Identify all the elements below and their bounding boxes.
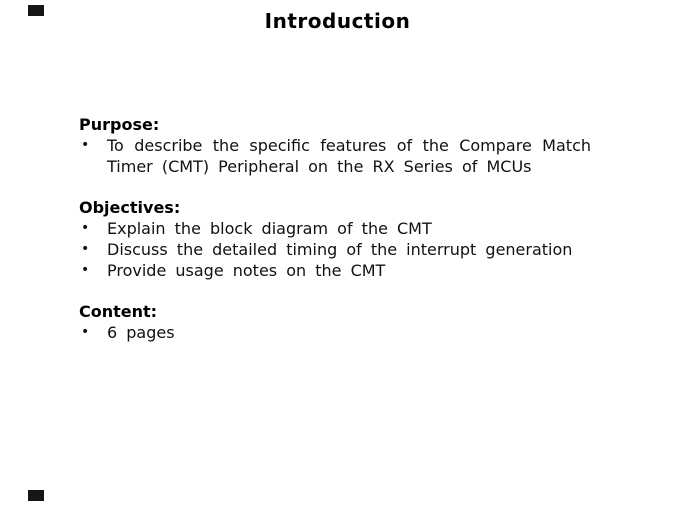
bullet-text: To describe the specific features of the Compare Match Timer (CMT) Peripheral on the RX Series of MCUs xyxy=(107,136,591,176)
bullet-text: Explain the block diagram of the CMT xyxy=(107,219,432,238)
section-purpose xyxy=(79,114,591,177)
bullet-item xyxy=(79,260,591,281)
bullet-item xyxy=(79,322,591,343)
section-objectives xyxy=(79,197,591,281)
bullet-text: 6 pages xyxy=(107,323,175,342)
corner-mark-bottom xyxy=(28,490,44,501)
bullet-icon: • xyxy=(81,137,90,153)
section-heading-purpose: Purpose: xyxy=(79,115,160,134)
bullet-icon: • xyxy=(81,324,90,340)
section-content xyxy=(79,301,591,343)
slide-title: Introduction xyxy=(264,9,411,33)
section-heading-objectives: Objectives: xyxy=(79,198,181,217)
section-heading-content: Content: xyxy=(79,302,158,321)
bullet-item xyxy=(79,218,591,239)
bullet-item xyxy=(79,135,591,177)
bullet-icon: • xyxy=(81,220,90,236)
bullet-icon: • xyxy=(81,241,90,257)
bullet-item xyxy=(79,239,591,260)
bullet-text: Discuss the detailed timing of the interrupt generation xyxy=(107,240,573,259)
slide-content xyxy=(79,114,591,343)
bullet-icon: • xyxy=(81,262,90,278)
bullet-text: Provide usage notes on the CMT xyxy=(107,261,386,280)
